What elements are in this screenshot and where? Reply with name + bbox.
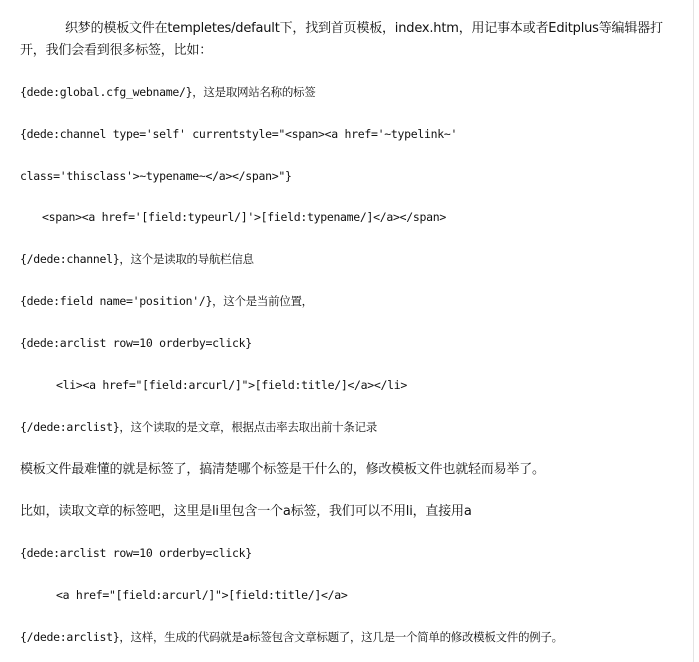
code-line-position: {dede:field name='position'/}，这个是当前位置， — [20, 294, 313, 308]
code-line-channel-class: class='thisclass'>~typename~</a></span>"} — [20, 169, 292, 183]
paragraph-example: 比如，读取文章的标签吧，这里是li里包含一个a标签，我们可以不用li，直接用a — [20, 504, 472, 519]
right-border — [693, 0, 699, 662]
code-line-arclist-open-2: {dede:arclist row=10 orderby=click} — [20, 546, 252, 560]
code-line-arclist-close: {/dede:arclist}，这个读取的是文章，根据点击率去取出前十条记录 — [20, 420, 377, 434]
code-line-arclist-open: {dede:arclist row=10 orderby=click} — [20, 336, 252, 350]
code-line-channel-open: {dede:channel type='self' currentstyle="<span><a href='~typelink~' — [20, 127, 458, 141]
paragraph-tags-explained: 模板文件最难懂的就是标签了，搞清楚哪个标签是干什么的，修改模板文件也就轻而易举了。 — [20, 462, 545, 477]
code-line-arclist-a: <a href="[field:arcurl/]">[field:title/]</a> — [56, 588, 348, 602]
code-line-arclist-close-2: {/dede:arclist}，这样，生成的代码就是a标签包含文章标题了，这几是一个简单的修改模板文件的例子。 — [20, 630, 563, 644]
intro-paragraph: 织梦的模板文件在templetes/default下，找到首页模板，index.htm，用记事本或者Editplus等编辑器打开，我们会看到很多标签，比如： — [20, 21, 663, 58]
code-line-channel-close: {/dede:channel}，这个是读取的导航栏信息 — [20, 252, 254, 266]
code-line-webname: {dede:global.cfg_webname/}，这是取网站名称的标签 — [20, 85, 316, 99]
code-line-channel-item: <span><a href='[field:typeurl/]'>[field:typename/]</a></span> — [42, 210, 447, 224]
code-line-arclist-li: <li><a href="[field:arcurl/]">[field:title/]</a></li> — [56, 378, 408, 392]
